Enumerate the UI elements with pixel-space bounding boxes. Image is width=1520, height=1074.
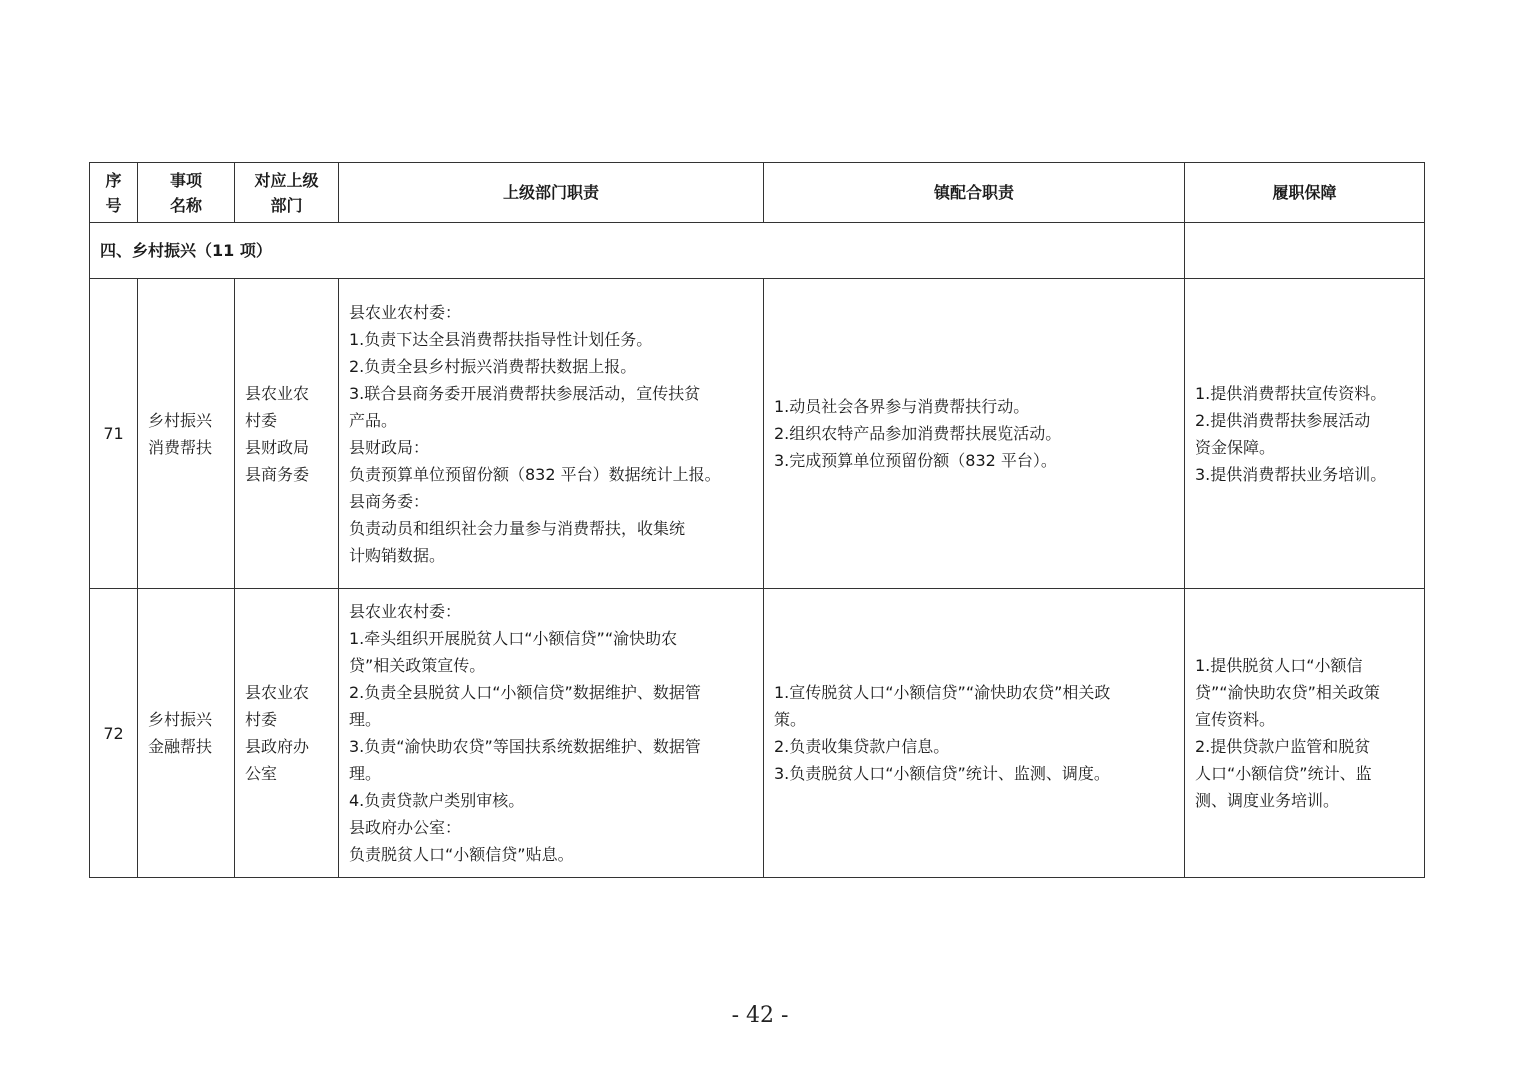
header-dept: 对应上级 部门 [235,163,339,223]
table-row [90,589,1425,878]
guarantee-cell: 1.提供消费帮扶宣传资料。 2.提供消费帮扶参展活动 资金保障。 3.提供消费帮扶业务培训。 [1185,279,1425,589]
table-header-row [90,163,1425,223]
header-name: 事项 名称 [138,163,235,223]
row-number: 71 [90,279,138,589]
item-name-cell: 乡村振兴 消费帮扶 [138,279,235,589]
upper-duty-cell: 县农业农村委： 1.负责下达全县消费帮扶指导性计划任务。 2.负责全县乡村振兴消费帮扶数据上报。 3.联合县商务委开展消费帮扶参展活动，宣传扶贫 产品。 县财政局： 负责预算单位预留份额（832 平台）数据统计上报。 县商务委： 负责动员和组织社会力量参与消费帮扶，收集统 计购销数据。 [339,279,764,589]
dept-cell: 县农业农 村委 县政府办 公室 [235,589,339,878]
page-number: - 42 - [731,1003,789,1028]
upper-duty-cell: 县农业农村委： 1.牵头组织开展脱贫人口“小额信贷”“渝快助农 贷”相关政策宣传。 2.负责全县脱贫人口“小额信贷”数据维护、数据管 理。 3.负责“渝快助农贷”等国扶系统数据维护、数据管 理。 4.负责贷款户类别审核。 县政府办公室： 负责脱贫人口“小额信贷”贴息。 [339,589,764,878]
section-empty-cell [1185,223,1425,279]
header-guarantee: 履职保障 [1185,163,1425,223]
header-upper-duty: 上级部门职责 [339,163,764,223]
item-name-cell: 乡村振兴 金融帮扶 [138,589,235,878]
header-town-duty: 镇配合职责 [764,163,1185,223]
guarantee-cell: 1.提供脱贫人口“小额信 贷”“渝快助农贷”相关政策 宣传资料。 2.提供贷款户监管和脱贫 人口“小额信贷”统计、监 测、调度业务培训。 [1185,589,1425,878]
duty-table [89,162,1425,878]
town-duty-cell: 1.宣传脱贫人口“小额信贷”“渝快助农贷”相关政 策。 2.负责收集贷款户信息。 3.负责脱贫人口“小额信贷”统计、监测、调度。 [764,589,1185,878]
row-number: 72 [90,589,138,878]
dept-cell: 县农业农 村委 县财政局 县商务委 [235,279,339,589]
town-duty-cell: 1.动员社会各界参与消费帮扶行动。 2.组织农特产品参加消费帮扶展览活动。 3.完成预算单位预留份额（832 平台）。 [764,279,1185,589]
section-title: 四、乡村振兴（11 项） [90,223,1185,279]
table-row [90,279,1425,589]
section-row [90,223,1425,279]
header-no: 序 号 [90,163,138,223]
